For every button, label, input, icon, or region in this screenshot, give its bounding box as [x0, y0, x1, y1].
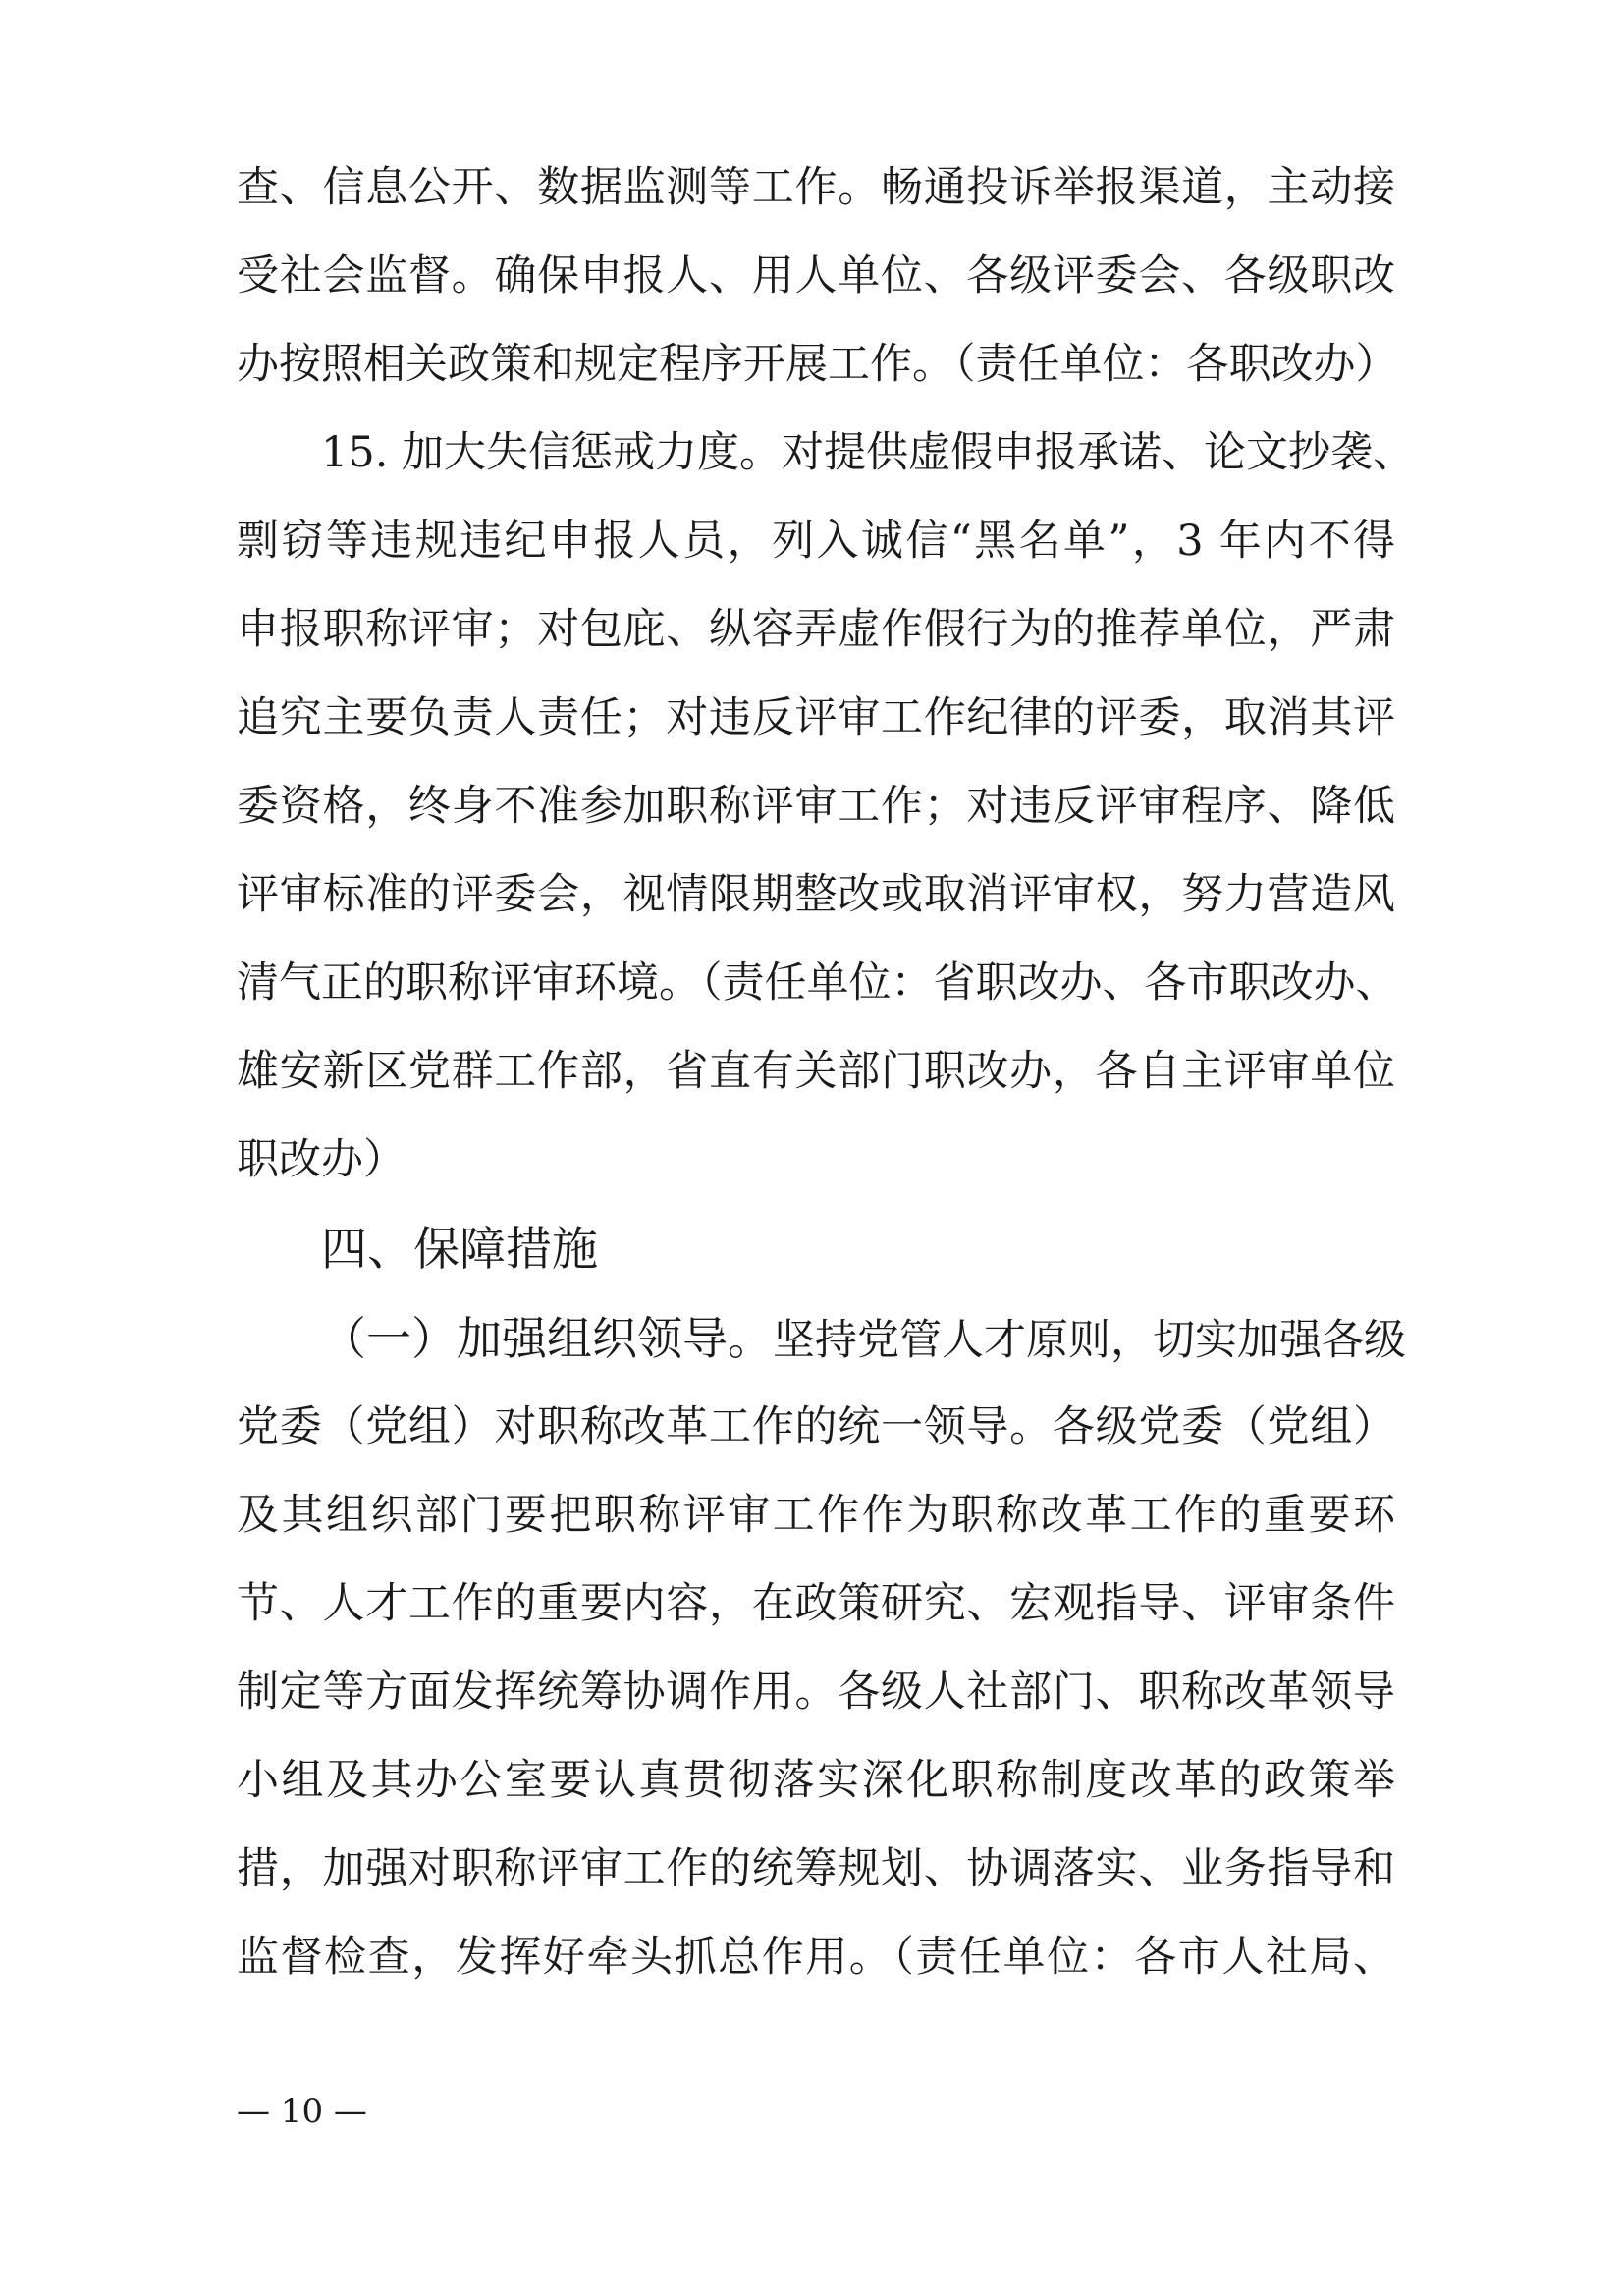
paragraph-line: 查、信息公开、数据监测等工作。畅通投诉举报渠道，主动接 — [237, 163, 1395, 212]
paragraph-line: 15. 加大失信惩戒力度。对提供虚假申报承诺、论文抄袭、 — [321, 428, 1416, 477]
paragraph-line: 雄安新区党群工作部，省直有关部门职改办，各自主评审单位 — [237, 1047, 1395, 1096]
paragraph-line: 措，加强对职称评审工作的统筹规划、协调落实、业务指导和 — [237, 1844, 1395, 1893]
paragraph-line: 委资格，终身不准参加职称评审工作；对违反评审程序、降低 — [237, 782, 1395, 831]
subsection-first-line-text: 坚持党管人才原则，切实加强各级 — [773, 1316, 1406, 1365]
paragraph-line: 职改办） — [237, 1135, 406, 1184]
paragraph-line: 追究主要负责人责任；对违反评审工作纪律的评委，取消其评 — [237, 693, 1395, 742]
page-number: — 10 — — [237, 2092, 367, 2131]
paragraph-line: 及其组织部门要把职称评审工作作为职称改革工作的重要环 — [237, 1491, 1395, 1540]
paragraph-line: 节、人才工作的重要内容，在政策研究、宏观指导、评审条件 — [237, 1579, 1395, 1628]
section-heading: 四、保障措施 — [321, 1223, 598, 1277]
paragraph-line: 评审标准的评委会，视情限期整改或取消评审权，努力营造风 — [237, 870, 1395, 919]
paragraph-line: 办按照相关政策和规定程序开展工作。（责任单位：各职改办） — [237, 340, 1398, 389]
paragraph-line: 监督检查，发挥好牵头抓总作用。（责任单位：各市人社局、 — [237, 1933, 1395, 1982]
paragraph-line: 申报职称评审；对包庇、纵容弄虚作假行为的推荐单位，严肃 — [237, 605, 1395, 654]
paragraph-line: 受社会监督。确保申报人、用人单位、各级评委会、各级职改 — [237, 251, 1395, 301]
paragraph-line: 小组及其办公室要认真贯彻落实深化职称制度改革的政策举 — [237, 1756, 1395, 1805]
paragraph-line: 清气正的职称评审环境。（责任单位：省职改办、各市职改办、 — [237, 958, 1398, 1008]
paragraph-line: 制定等方面发挥统筹协调作用。各级人社部门、职称改革领导 — [237, 1667, 1395, 1717]
paragraph-line: 剽窃等违规违纪申报人员，列入诚信“黑名单”，3 年内不得 — [237, 517, 1395, 566]
paragraph-line: 党委（党组）对职称改革工作的统一领导。各级党委（党组） — [237, 1402, 1395, 1451]
subsection-first-line — [321, 1294, 1406, 1383]
subsection-title: （一）加强组织领导。 — [321, 1312, 773, 1365]
